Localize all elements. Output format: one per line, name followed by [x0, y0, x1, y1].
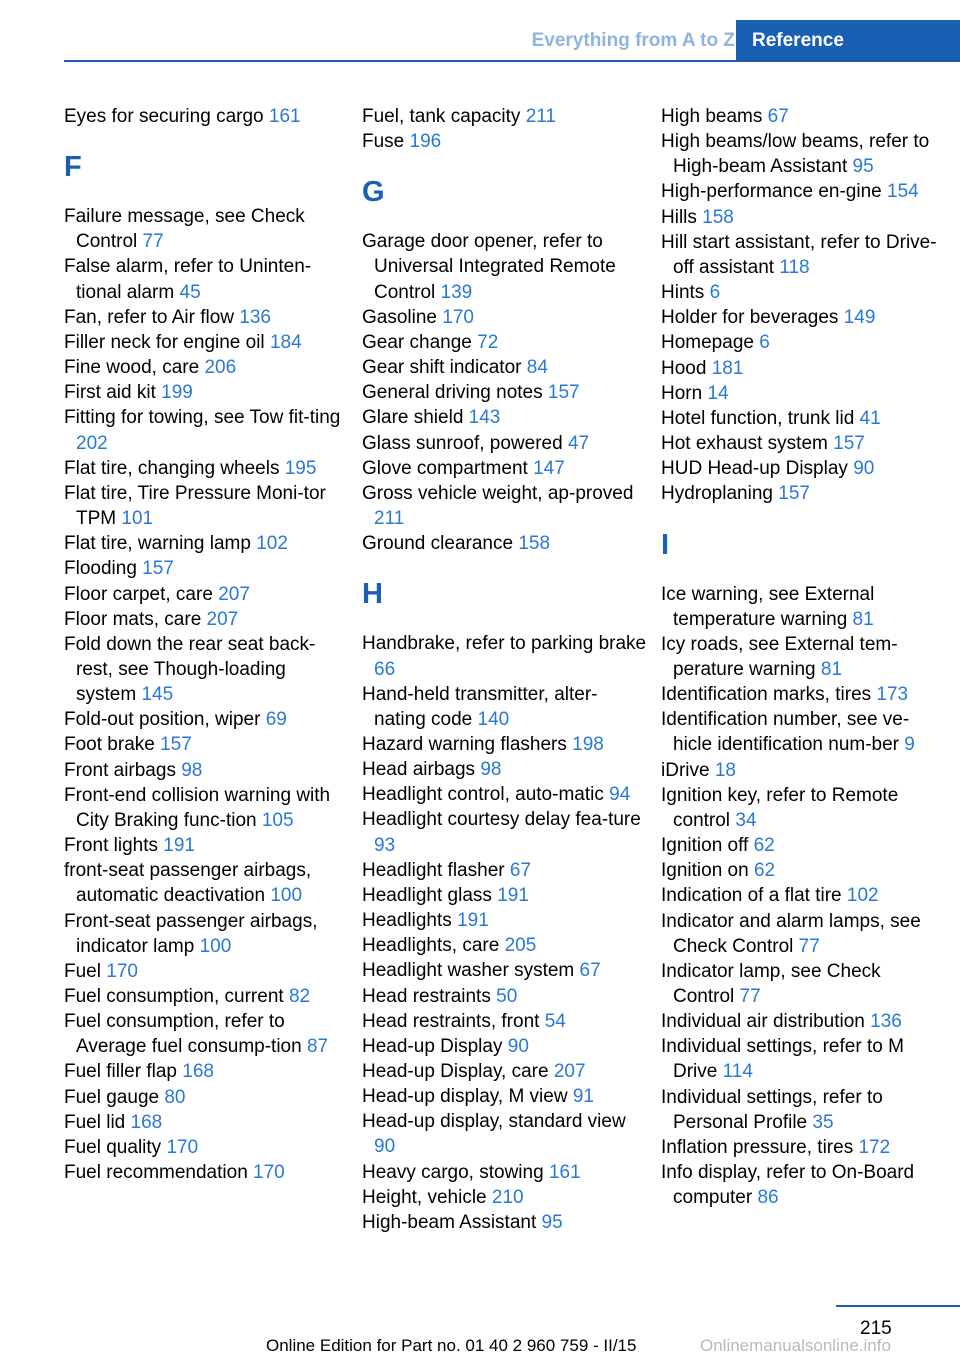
index-entry	[661, 707, 946, 757]
entry-term: Gasoline	[362, 306, 437, 328]
index-entry	[64, 481, 349, 531]
page-link[interactable]: 158	[518, 533, 551, 555]
page-link[interactable]: 157	[160, 734, 192, 756]
page-link[interactable]: 207	[218, 583, 250, 605]
page-link[interactable]: 149	[843, 307, 876, 329]
page-header	[0, 0, 960, 64]
index-entry	[64, 254, 349, 304]
index-entry	[362, 782, 647, 807]
page-link[interactable]: 50	[496, 985, 518, 1007]
index-entry	[64, 783, 349, 833]
entry-term: Front lights	[64, 835, 158, 857]
entry-term: Flat tire, changing wheels	[64, 457, 280, 479]
index-letter-heading: I	[661, 528, 670, 561]
entry-term: Headlight washer system	[362, 960, 575, 982]
index-entry	[661, 431, 946, 456]
index-entry	[362, 305, 647, 330]
index-entry	[64, 204, 349, 254]
page-link[interactable]: 87	[306, 1036, 329, 1058]
entry-term: Indicator and alarm lamps, see Check Control	[661, 910, 921, 957]
page-link[interactable]: 170	[106, 960, 138, 982]
index-entry	[661, 104, 946, 129]
entry-term: Gear shift indicator	[362, 357, 522, 379]
entry-term: Glove compartment	[362, 457, 528, 479]
page-link[interactable]: 72	[477, 331, 499, 353]
entry-term: Indication of a flat tire	[661, 885, 842, 907]
index-entry	[64, 959, 349, 984]
entry-term: Ignition key, refer to Remote control	[661, 784, 899, 831]
index-entry	[362, 807, 647, 857]
page-link[interactable]: 191	[497, 884, 529, 906]
page-link[interactable]: 45	[179, 281, 201, 303]
page-link[interactable]: 114	[722, 1061, 753, 1083]
page-link[interactable]: 173	[876, 684, 909, 706]
entry-term: Head-up display, standard view	[362, 1111, 626, 1133]
entry-term: Inflation pressure, tires	[661, 1136, 854, 1158]
entry-term: Front airbags	[64, 759, 176, 781]
entry-term: Hot exhaust system	[661, 433, 828, 455]
entry-term: Identification marks, tires	[661, 684, 872, 706]
page-link[interactable]: 161	[268, 106, 301, 127]
page-link[interactable]: 102	[846, 885, 879, 907]
index-entry	[64, 758, 349, 783]
index-entry	[362, 456, 647, 481]
page-link[interactable]: 90	[507, 1035, 529, 1057]
index-entry	[661, 909, 946, 959]
section-title: Everything from A to Z	[531, 30, 735, 51]
index-entry	[362, 1109, 647, 1159]
page-link[interactable]: 170	[442, 306, 474, 328]
index-entry	[661, 179, 946, 204]
entry-term: Hotel function, trunk lid	[661, 407, 855, 429]
entry-term: Garage door opener, refer to Universal Integrated Remote Control	[362, 231, 616, 303]
page-link[interactable]: 62	[753, 860, 776, 882]
index-entry	[362, 883, 647, 908]
page-link[interactable]: 157	[833, 433, 865, 455]
entry-term: Hazard warning flashers	[362, 733, 567, 755]
page-link[interactable]: 18	[714, 759, 736, 781]
entry-term: Headlights, care	[362, 935, 500, 957]
entry-term: front-seat passenger airbags, automatic deactivation	[64, 860, 312, 907]
page-link[interactable]: 77	[798, 935, 820, 957]
entry-term: Homepage	[661, 332, 754, 354]
index-entry	[64, 833, 349, 858]
page-link[interactable]: 207	[206, 608, 239, 630]
index-entry	[64, 1160, 349, 1185]
page-link[interactable]: 118	[779, 256, 810, 278]
page-link[interactable]: 84	[526, 357, 548, 379]
header-rule	[64, 60, 960, 62]
index-entry	[362, 1160, 647, 1185]
page-link[interactable]: 145	[141, 684, 174, 706]
index-entry	[362, 984, 647, 1009]
index-entry	[64, 531, 349, 556]
entry-term: Front-end collision warning with City Braking func‐tion	[64, 784, 331, 831]
entry-term: Info display, refer to On-Board computer	[661, 1162, 915, 1209]
index-entry	[362, 908, 647, 933]
footer-rule	[836, 1305, 960, 1307]
index-entry	[362, 682, 647, 732]
page-link[interactable]: 170	[253, 1162, 285, 1184]
index-entry	[362, 431, 647, 456]
entry-term: Fold-out position, wiper	[64, 709, 261, 731]
entry-term: Fuel consumption, current	[64, 986, 284, 1007]
index-entry	[64, 858, 349, 908]
page-link[interactable]: 67	[579, 960, 601, 982]
entry-term: Fuse	[362, 131, 405, 153]
entry-term: Holder for beverages	[661, 307, 839, 329]
index-letter-heading: H	[362, 578, 383, 611]
entry-term: Fuel recommendation	[64, 1162, 248, 1184]
entry-term: Head-up Display, care	[362, 1061, 549, 1082]
index-entry	[362, 1210, 647, 1235]
page-link[interactable]: 101	[121, 508, 154, 530]
page-link[interactable]: 80	[164, 1086, 186, 1108]
index-entry	[64, 456, 349, 481]
index-entry	[362, 1185, 647, 1210]
index-entry	[64, 1110, 349, 1135]
entry-term: Floor mats, care	[64, 608, 202, 630]
page-link[interactable]: 198	[572, 733, 604, 755]
index-entry	[362, 757, 647, 782]
entry-term: Gear change	[362, 331, 472, 353]
page-link[interactable]: 139	[440, 281, 473, 303]
index-column-2	[362, 104, 647, 1235]
entry-term: Head-up Display	[362, 1035, 503, 1057]
entry-term: Identification number, see ve‐hicle identification num‐ber	[661, 709, 910, 756]
entry-term: High-beam Assistant	[362, 1211, 537, 1233]
index-entry	[661, 406, 946, 431]
entry-term: Fuel consumption, refer to Average fuel consump‐tion	[64, 1011, 302, 1058]
entry-term: Ground clearance	[362, 533, 514, 555]
index-entry	[362, 229, 647, 304]
page-link[interactable]: 82	[288, 986, 311, 1007]
entry-term: Headlights	[362, 910, 452, 932]
index-entry	[661, 1160, 946, 1210]
entry-term: Floor carpet, care	[64, 583, 213, 605]
page-link[interactable]: 9	[904, 734, 915, 756]
entry-term: Fan, refer to Air flow	[64, 306, 235, 328]
index-entry	[362, 732, 647, 757]
index-entry	[661, 481, 946, 506]
index-entry	[362, 380, 647, 405]
entry-term: Ice warning, see External temperature warning	[661, 583, 875, 630]
entry-term: Glass sunroof, powered	[362, 432, 563, 454]
entry-term: Head-up display, M view	[362, 1086, 568, 1108]
entry-term: Ignition on	[661, 860, 749, 882]
entry-term: Headlight glass	[362, 884, 492, 906]
entry-term: General driving notes	[362, 382, 543, 404]
index-entry	[661, 883, 946, 908]
entry-term: High beams/low beams, refer to High-beam Assistant	[661, 131, 930, 178]
page-link[interactable]: 202	[76, 432, 108, 454]
index-entry	[362, 1084, 647, 1109]
entry-term: Headlight courtesy delay fea‐ture	[362, 809, 641, 831]
index-entry	[64, 355, 349, 380]
index-entry	[661, 582, 946, 632]
entry-term: Head airbags	[362, 759, 476, 781]
index-entry	[661, 230, 946, 280]
entry-term: Failure message, see Check Control	[64, 206, 305, 253]
page-link[interactable]: 136	[239, 306, 271, 328]
page-link[interactable]: 54	[544, 1010, 566, 1032]
page-link[interactable]: 35	[812, 1111, 834, 1133]
index-entry	[661, 330, 946, 355]
page-link[interactable]: 191	[163, 835, 195, 857]
entry-term: Eyes for securing cargo	[64, 106, 264, 127]
page-link[interactable]: 6	[759, 332, 770, 354]
page-link[interactable]: 199	[161, 382, 193, 404]
page-link[interactable]: 196	[409, 131, 442, 153]
entry-term: Glare shield	[362, 407, 464, 429]
page-link[interactable]: 147	[533, 457, 565, 479]
index-column-3	[661, 104, 946, 1210]
page-link[interactable]: 66	[374, 658, 396, 680]
index-entry	[64, 984, 349, 1009]
index-entry	[661, 356, 946, 381]
entry-term: Individual settings, refer to M Drive	[661, 1036, 904, 1083]
entry-term: Fitting for towing, see Tow fit‐ting	[64, 407, 341, 429]
index-entry	[362, 405, 647, 430]
page-link[interactable]: 211	[525, 106, 556, 127]
index-letter-heading: G	[362, 176, 385, 209]
page-link[interactable]: 143	[468, 407, 501, 429]
index-entry	[64, 104, 349, 129]
entry-term: Headlight control, auto‐matic	[362, 784, 604, 806]
index-entry	[661, 280, 946, 305]
entry-term: Heavy cargo, stowing	[362, 1161, 544, 1183]
entry-term: Foot brake	[64, 734, 155, 756]
page-link[interactable]: 181	[711, 357, 744, 379]
entry-term: Horn	[661, 382, 703, 404]
index-entry	[64, 405, 349, 455]
index-entry	[64, 732, 349, 757]
edition-text: Online Edition for Part no. 01 40 2 960 759 - II/15	[266, 1336, 637, 1355]
entry-term: Individual air distribution	[661, 1011, 865, 1033]
entry-term: iDrive	[661, 759, 710, 781]
entry-term: High beams	[661, 106, 763, 127]
index-entry	[362, 330, 647, 355]
page-link[interactable]: 69	[265, 709, 287, 731]
entry-term: Flat tire, warning lamp	[64, 533, 251, 555]
index-entry	[362, 104, 647, 129]
page-link[interactable]: 191	[457, 910, 489, 932]
entry-term: Handbrake, refer to parking brake	[362, 633, 647, 655]
entry-term: Hills	[661, 206, 697, 228]
page-link[interactable]: 157	[547, 382, 580, 404]
page-link[interactable]: 100	[199, 935, 232, 957]
entry-term: Hill start assistant, refer to Drive-off assistant	[661, 231, 937, 278]
page-link[interactable]: 154	[887, 181, 919, 203]
page-link[interactable]: 67	[767, 106, 789, 127]
page-link[interactable]: 95	[541, 1211, 563, 1233]
chapter-tab: Reference	[736, 20, 960, 62]
page-link[interactable]: 140	[477, 708, 510, 730]
index-entry	[661, 858, 946, 883]
entry-term: Fuel quality	[64, 1136, 162, 1158]
page-link[interactable]: 100	[270, 885, 303, 907]
page-number: 215	[860, 1318, 892, 1339]
index-entry	[661, 758, 946, 783]
page-link[interactable]: 98	[480, 759, 502, 781]
page-link[interactable]: 136	[870, 1011, 902, 1033]
page-link[interactable]: 81	[820, 658, 843, 680]
page-link[interactable]: 34	[735, 809, 757, 831]
page-link[interactable]: 170	[166, 1136, 199, 1158]
page-link[interactable]: 94	[609, 784, 631, 806]
entry-term: Head restraints	[362, 985, 491, 1007]
entry-term: Fold down the rear seat back‐rest, see Though-loading system	[64, 633, 316, 706]
index-entry	[362, 933, 647, 958]
entry-term: Ignition off	[661, 835, 749, 857]
entry-term: Hints	[661, 282, 705, 304]
page-link[interactable]: 195	[284, 457, 317, 479]
page-link[interactable]: 105	[261, 809, 294, 831]
index-entry	[64, 607, 349, 632]
page-link[interactable]: 168	[130, 1111, 163, 1133]
entry-term: Fuel filler flap	[64, 1061, 177, 1083]
entry-term: Hood	[661, 357, 707, 379]
index-entry	[64, 1059, 349, 1084]
page-link[interactable]: 172	[858, 1136, 891, 1158]
index-entry	[661, 1034, 946, 1084]
entry-term: Hydroplaning	[661, 483, 773, 505]
entry-term: Fuel	[64, 960, 101, 982]
entry-term: Indicator lamp, see Check Control	[661, 960, 881, 1007]
entry-term: Fine wood, care	[64, 357, 200, 379]
entry-term: Head restraints, front	[362, 1010, 540, 1032]
index-entry	[661, 1085, 946, 1135]
index-entry	[362, 481, 647, 531]
entry-term: Front-seat passenger airbags, indicator lamp	[64, 910, 318, 957]
page-link[interactable]: 157	[142, 558, 174, 580]
page-link[interactable]: 90	[374, 1136, 396, 1158]
index-entry	[362, 1009, 647, 1034]
index-entry	[64, 707, 349, 732]
page-link[interactable]: 98	[181, 759, 203, 781]
index-entry	[64, 1009, 349, 1059]
index-entry	[64, 330, 349, 355]
index-entry	[64, 1085, 349, 1110]
index-entry	[661, 1135, 946, 1160]
page-link[interactable]: 6	[709, 282, 721, 304]
page-link[interactable]: 91	[572, 1086, 594, 1108]
index-entry	[362, 355, 647, 380]
entry-term: Flat tire, Tire Pressure Moni‐tor TPM	[64, 482, 326, 530]
page-link[interactable]: 62	[753, 835, 775, 857]
index-entry	[362, 129, 647, 154]
page-link[interactable]: 90	[853, 458, 875, 480]
index-entry	[661, 305, 946, 330]
index-entry	[64, 556, 349, 581]
entry-term: Flooding	[64, 558, 137, 580]
page-link[interactable]: 95	[852, 156, 874, 178]
index-entry	[64, 909, 349, 959]
entry-term: Gross vehicle weight, ap‐proved	[362, 482, 634, 504]
entry-term: Hand-held transmitter, alter‐nating code	[362, 683, 598, 730]
page-link[interactable]: 206	[204, 357, 237, 379]
page-link[interactable]: 207	[553, 1061, 586, 1082]
page-link[interactable]: 86	[757, 1187, 779, 1209]
index-entry	[661, 381, 946, 406]
entry-term: HUD Head-up Display	[661, 458, 848, 480]
page-link[interactable]: 41	[859, 407, 881, 429]
index-entry	[661, 783, 946, 833]
entry-term: Icy roads, see External tem‐perature warning	[661, 633, 898, 680]
page-link[interactable]: 205	[504, 935, 537, 957]
entry-term: High-performance en‐gine	[661, 181, 882, 203]
page-link[interactable]: 93	[374, 834, 396, 856]
page-link[interactable]: 211	[374, 508, 405, 530]
index-entry	[64, 582, 349, 607]
entry-term: Filler neck for engine oil	[64, 331, 265, 353]
page-link[interactable]: 168	[182, 1061, 214, 1083]
index-entry	[661, 205, 946, 230]
entry-term: Headlight flasher	[362, 859, 505, 881]
index-entry	[64, 1135, 349, 1160]
index-entry	[661, 632, 946, 682]
index-entry	[661, 682, 946, 707]
entry-term: False alarm, refer to Uninten‐tional alarm	[64, 256, 312, 303]
index-entry	[362, 958, 647, 983]
index-entry	[661, 456, 946, 481]
page-link[interactable]: 81	[852, 608, 874, 630]
entry-term: Fuel, tank capacity	[362, 106, 521, 127]
index-entry	[362, 858, 647, 883]
page-link[interactable]: 161	[548, 1161, 581, 1183]
index-column-1	[64, 104, 349, 1185]
entry-term: Fuel lid	[64, 1111, 126, 1133]
page-link[interactable]: 77	[739, 986, 761, 1007]
index-entry	[661, 129, 946, 179]
entry-term: Height, vehicle	[362, 1186, 487, 1208]
index-entry	[64, 380, 349, 405]
index-entry	[362, 1034, 647, 1059]
index-entry	[362, 631, 647, 681]
entry-term: First aid kit	[64, 382, 156, 404]
page-link[interactable]: 210	[491, 1186, 524, 1208]
page-link[interactable]: 14	[707, 382, 729, 404]
index-entry	[362, 1059, 647, 1084]
index-entry	[661, 1009, 946, 1034]
index-letter-heading: F	[64, 151, 82, 184]
watermark: Onlinemanualsonline.info	[700, 1336, 891, 1355]
page-link[interactable]: 157	[778, 483, 810, 505]
entry-term: Individual settings, refer to Personal Profile	[661, 1086, 883, 1133]
index-entry	[362, 531, 647, 556]
index-entry	[64, 305, 349, 330]
page-link[interactable]: 158	[702, 206, 734, 228]
page-link[interactable]: 102	[256, 533, 288, 555]
entry-term: Fuel gauge	[64, 1086, 160, 1108]
index-entry	[661, 833, 946, 858]
page-link[interactable]: 47	[567, 432, 590, 454]
index-entry	[661, 959, 946, 1009]
index-entry	[64, 632, 349, 707]
page-link[interactable]: 77	[142, 231, 164, 253]
page-link[interactable]: 67	[509, 859, 532, 881]
page-link[interactable]: 184	[269, 331, 302, 353]
